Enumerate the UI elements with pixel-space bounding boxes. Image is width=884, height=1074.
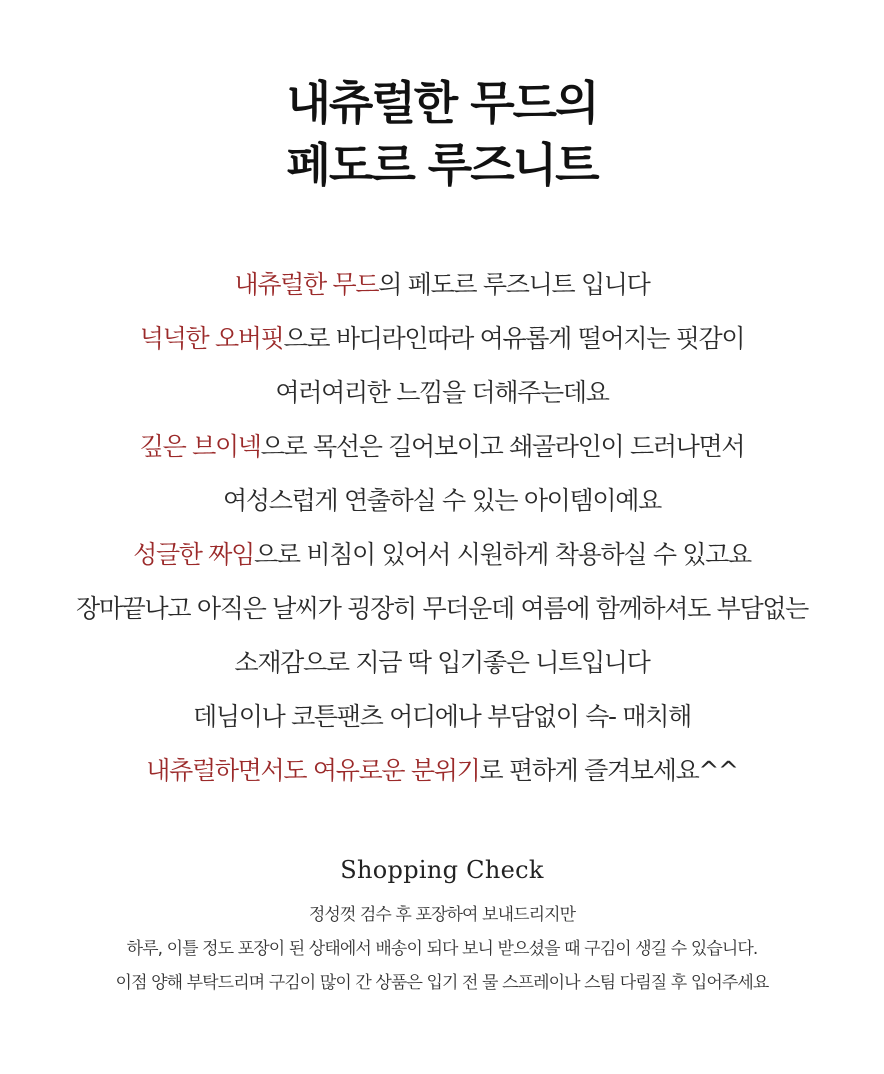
headline-line-1: 내츄럴한 무드의 [286,76,598,130]
shopping-check-title: Shopping Check [340,856,544,884]
description-text: 으로 목선은 길어보이고 쇄골라인이 드러나면서 [260,432,745,461]
description-line [0,582,884,636]
shopping-check-line: 하루, 이틀 정도 포장이 된 상태에서 배송이 되다 보니 받으셨을 때 구김이 생길 수 있습니다. [126,939,758,959]
description-line [0,474,884,528]
description-highlight: 깊은 브이넥 [139,432,261,461]
description-highlight: 넉넉한 오버핏 [139,324,284,353]
shopping-check-line: 정성껏 검수 후 포장하여 보내드리지만 [308,905,576,925]
description-line [0,366,884,420]
description-line [0,528,884,582]
description-text: 으로 비침이 있어서 시원하게 착용하실 수 있고요 [254,540,751,569]
description-text: 여러여리한 느낌을 더해주는데요 [275,378,609,407]
description-line [0,258,884,312]
description-line [0,636,884,690]
description-line [0,690,884,744]
description-line [0,744,884,798]
description-highlight: 내츄럴하면서도 여유로운 분위기 [146,756,480,785]
description-line [0,420,884,474]
shopping-check-notes [0,898,884,1000]
product-description [0,258,884,798]
shopping-check-section [0,852,884,1000]
description-text: 의 페도르 루즈니트 입니다 [378,270,650,299]
description-text: 소재감으로 지금 딱 입기좋은 니트입니다 [234,648,650,677]
shopping-check-line: 이점 양해 부탁드리며 구김이 많이 간 상품은 입기 전 물 스프레이나 스팀 다림질 후 입어주세요 [115,973,769,993]
description-text: 여성스럽게 연출하실 수 있는 아이템이예요 [223,486,661,515]
description-text: 로 편하게 즐겨보세요^^ [479,756,738,785]
description-line [0,312,884,366]
description-text: 장마끝나고 아직은 날씨가 굉장히 무더운데 여름에 함께하셔도 부담없는 [75,594,809,623]
description-text: 데님이나 코튼팬츠 어디에나 부담없이 슥- 매치해 [193,702,691,731]
description-highlight: 성글한 짜임 [133,540,254,569]
description-text: 으로 바디라인따라 여유롭게 떨어지는 핏감이 [283,324,745,353]
description-highlight: 내츄럴한 무드 [234,270,379,299]
headline-line-2: 페도르 루즈니트 [286,138,598,192]
product-headline [0,72,884,196]
